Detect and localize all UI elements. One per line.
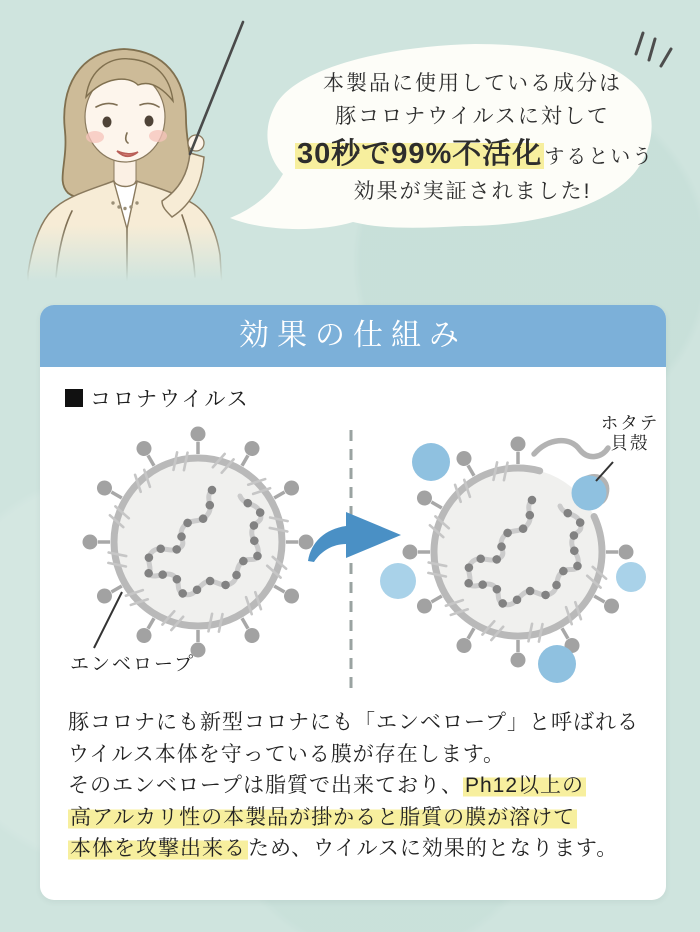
paragraph-line-4 xyxy=(68,802,648,834)
blush-left xyxy=(86,131,104,143)
scallop-label-line2: 貝殻 xyxy=(610,433,650,453)
paragraph-text: そのエンベロープは脂質で出来ており、 xyxy=(68,774,463,797)
main-card xyxy=(40,305,666,900)
bubble-text-line3 xyxy=(295,135,655,173)
scallop-particle xyxy=(412,443,450,481)
bubble-text-line4: 効果が実証されました! xyxy=(353,180,592,203)
bubble-text-line3-rest: するという xyxy=(544,146,655,168)
card-title: 効果の仕組み xyxy=(239,319,467,352)
arrow-right-icon xyxy=(308,512,401,562)
scallop-particle xyxy=(538,645,576,683)
virus-intact-illustration xyxy=(83,427,314,658)
paragraph-text: 豚コロナにも新型コロナにも「エンベロープ」と呼ばれる xyxy=(68,711,639,734)
eye-left xyxy=(103,117,112,128)
scallop-label xyxy=(584,413,676,453)
paragraph-line-1 xyxy=(68,707,648,739)
bubble-highlighted-claim: 30秒で99%不活化 xyxy=(297,138,543,170)
speech-bubble xyxy=(225,36,666,241)
card-header xyxy=(40,305,666,367)
envelope-label: エンベロープ xyxy=(70,654,196,675)
blush-right xyxy=(149,130,167,142)
paragraph-highlight: Ph12以上の xyxy=(464,774,584,797)
virus-attacked-illustration xyxy=(380,437,646,684)
scallop-particle xyxy=(572,476,607,511)
paragraph-text: ウイルス本体を守っている膜が存在します。 xyxy=(68,742,506,766)
paragraph-highlight: 高アルカリ性の本製品が掛かると脂質の膜が溶けて xyxy=(70,805,576,829)
eye-right xyxy=(145,116,154,127)
scallop-label-line1: ホタテ xyxy=(600,413,660,433)
presenter-woman-illustration xyxy=(10,15,250,287)
paragraph-line-3 xyxy=(68,770,648,802)
bubble-text-line2: 豚コロナウイルスに対して xyxy=(335,105,610,128)
paragraph-line-5 xyxy=(68,833,648,865)
section-label-text: コロナウイルス xyxy=(90,388,250,411)
paragraph-highlight: 本体を攻撃出来る xyxy=(70,837,246,860)
paragraph-text: ため、ウイルスに効果的となります。 xyxy=(248,837,619,860)
paragraph-line-2 xyxy=(68,739,648,771)
scallop-particle xyxy=(616,562,646,592)
description-paragraph xyxy=(68,707,648,865)
bubble-text-line1: 本製品に使用している成分は xyxy=(323,72,622,95)
scallop-particle xyxy=(380,563,416,599)
